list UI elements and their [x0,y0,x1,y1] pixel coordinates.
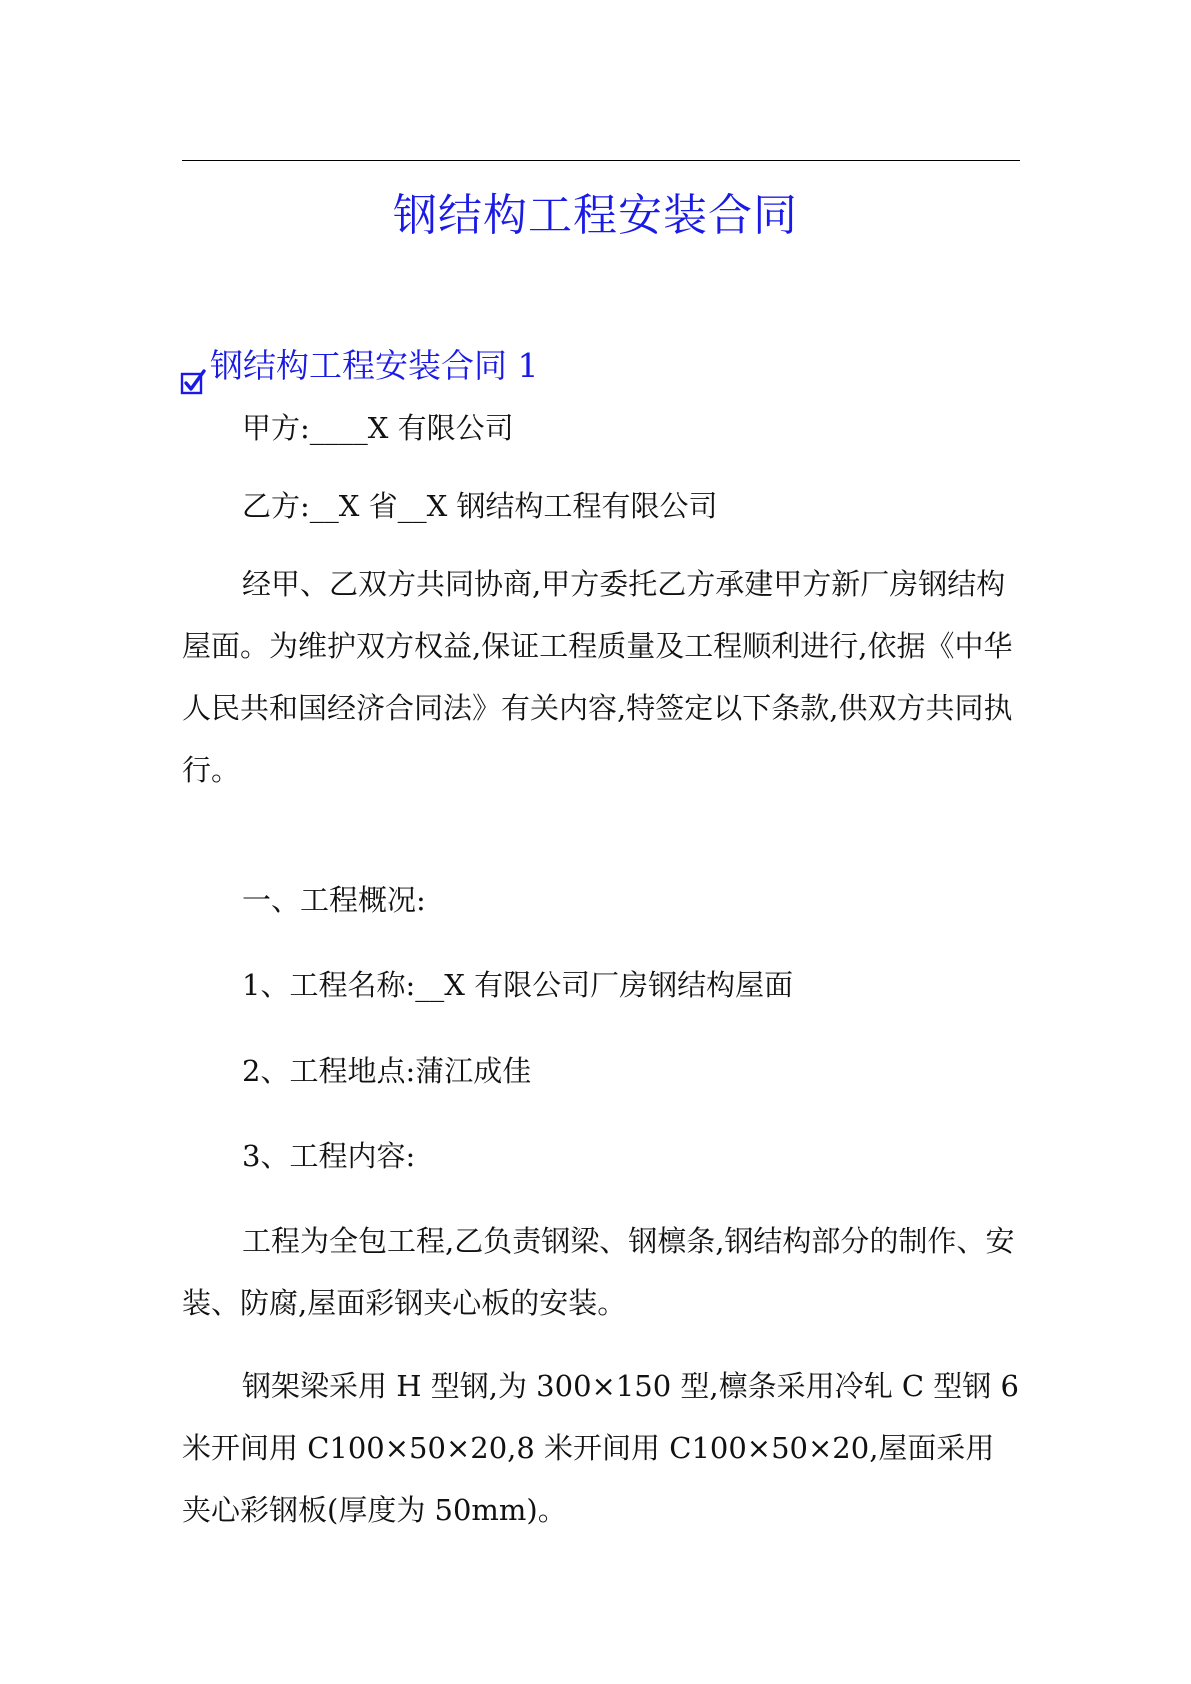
preamble-paragraph: 经甲、乙双方共同协商,甲方委托乙方承建甲方新厂房钢结构屋面。为维护双方权益,保证工程质量及工程顺利进行,依据《中华人民共和国经济合同法》有关内容,特签定以下条款,供双方共同执行。 [182,567,1013,787]
top-rule [182,160,1020,161]
party-a: 甲方:____X 有限公司 [242,411,514,445]
checkbox-checked-icon [180,360,206,386]
item-project-name: 1、工程名称:__X 有限公司厂房钢结构屋面 [242,968,794,1002]
item-project-content: 3、工程内容: [242,1139,416,1173]
section-heading [180,342,539,390]
party-b: 乙方:__X 省__X 钢结构工程有限公司 [242,489,718,523]
section-1-title: 一、工程概况: [242,883,426,917]
materials-paragraph: 钢架梁采用 H 型钢,为 300×150 型,檩条采用冷轧 C 型钢 6 米开间用 C100×50×20,8 米开间用 C100×50×20,屋面采用夹心彩钢板(厚度为 50mm)。 [182,1369,1019,1527]
scope-paragraph: 工程为全包工程,乙负责钢梁、钢檩条,钢结构部分的制作、安装、防腐,屋面彩钢夹心板的安装。 [182,1224,1015,1320]
section-heading-text: 钢结构工程安装合同 1 [210,346,539,385]
item-project-location: 2、工程地点:蒲江成佳 [242,1054,532,1088]
document-title: 钢结构工程安装合同 [393,190,798,241]
